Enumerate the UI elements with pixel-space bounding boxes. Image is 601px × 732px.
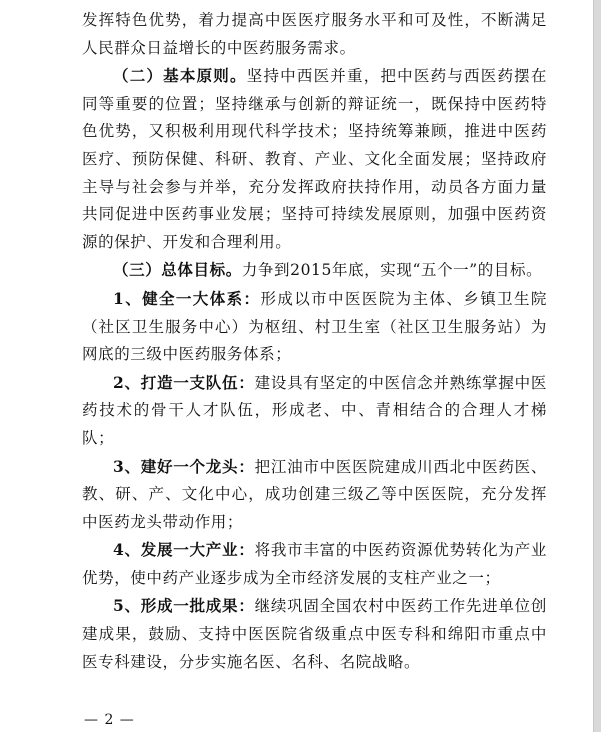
paragraph-lead: 1、健全一大体系： xyxy=(113,288,261,308)
paragraph-goal-4 xyxy=(82,536,547,592)
paragraph-text: 形成以市中医医院为主体、乡镇卫生院（社区卫生服务中心）为枢纽、村卫生室（社区卫生服务站）为网底的三级中医药服务体系； xyxy=(82,289,548,364)
paragraph-lead: （三）总体目标。 xyxy=(113,260,242,280)
paragraph-lead: 4、发展一大产业： xyxy=(113,540,255,560)
paragraph-lead: 2、打造一支队伍： xyxy=(113,372,255,392)
paragraph-goal-5 xyxy=(82,592,547,676)
paragraph-overall-goals xyxy=(82,256,547,285)
document-body xyxy=(82,6,547,676)
paragraph-text: 把江油市中医医院建成川西北中医药医、教、研、产、文化中心，成功创建三级乙等中医医院，充分发挥中医药龙头带动作用； xyxy=(82,457,547,531)
page-edge-strip xyxy=(594,0,601,732)
paragraph-text: 将我市丰富的中医药资源优势转化为产业优势，使中药产业逐步成为全市经济发展的支柱产业之一； xyxy=(82,541,547,587)
paragraph-text: 坚持中西医并重，把中医药与西医药摆在同等重要的位置；坚持继承与创新的辩证统一，既保持中医药特色优势，又积极利用现代科学技术；坚持统筹兼顾，推进中医药医疗、预防保健、科研、教育、产业、文化全面发展；坚持政府主导与社会参与并举，充分发挥政府扶持作用，动员各方面力量共同促进中医药事业发展；坚持可持续发展原则，加强中医药资源的保护、开发和合理利用。 xyxy=(82,67,547,251)
paragraph-text: 发挥特色优势，着力提高中医医疗服务水平和可及性，不断满足人民群众日益增长的中医药服务需求。 xyxy=(82,11,547,57)
paragraph-goal-2 xyxy=(82,369,547,453)
paragraph-goal-3 xyxy=(82,453,547,537)
paragraph-lead: 3、建好一个龙头： xyxy=(113,456,255,476)
paragraph-lead: 5、形成一批成果： xyxy=(113,596,255,616)
paragraph-text: 继续巩固全国农村中医药工作先进单位创建成果，鼓励、支持中医医院省级重点中医专科和绵阳市重点中医专科建设，分步实施名医、名科、名院战略。 xyxy=(82,597,547,671)
paragraph-text: 力争到2015年底，实现“五个一”的目标。 xyxy=(241,261,543,280)
paragraph-intro xyxy=(82,6,547,62)
paragraph-lead: （二）基本原则。 xyxy=(113,66,247,86)
paragraph-basic-principles xyxy=(82,62,547,256)
paragraph-goal-1 xyxy=(82,285,547,369)
page-number: — 2 — xyxy=(84,712,135,728)
paragraph-text: 建设具有坚定的中医信念并熟练掌握中医药技术的骨干人才队伍，形成老、中、青相结合的合理人才梯队； xyxy=(82,373,547,447)
